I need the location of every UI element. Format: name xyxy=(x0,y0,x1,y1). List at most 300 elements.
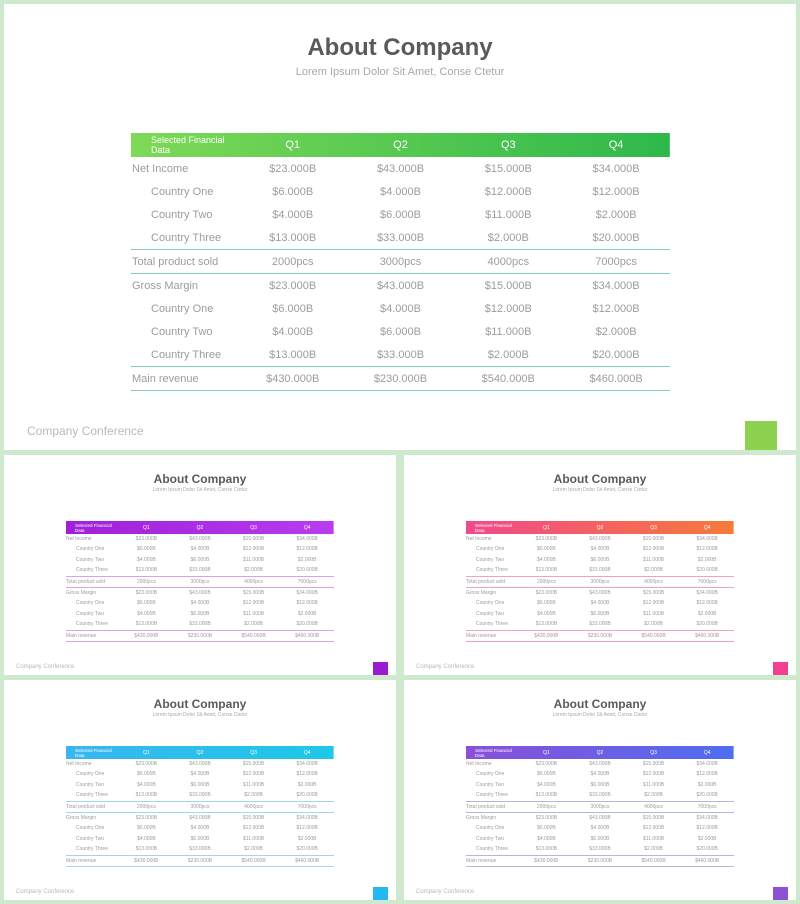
cell-q3: $540.000B xyxy=(641,857,666,864)
table-row xyxy=(466,619,734,630)
cell-q3: $540.000B xyxy=(241,632,266,639)
cell-q1: 2000pcs xyxy=(536,803,556,810)
cell-q1: 2000pcs xyxy=(536,578,556,585)
cell-q4: $20.000B xyxy=(696,792,718,799)
cell-q4: $12.000B xyxy=(592,302,640,315)
slide-subtitle: Lorem Ipsum Dolor Sit Amet, Conse Ctetur xyxy=(552,712,648,718)
cell-q4: $12.000B xyxy=(696,600,718,607)
slide-green[interactable] xyxy=(4,4,796,450)
row-label: Gross Margin xyxy=(132,279,199,292)
cell-q2: $230.000B xyxy=(187,632,213,639)
cell-q2: $4.000B xyxy=(380,185,421,198)
cell-q2: $43.000B xyxy=(589,590,611,597)
table-row xyxy=(66,534,334,544)
cell-q2: $33.000B xyxy=(189,792,211,799)
row-label: Country Three xyxy=(476,621,508,628)
cell-q3: $11.000B xyxy=(485,325,532,338)
cell-q4: $2.000B xyxy=(297,556,317,563)
cell-q3: $2.000B xyxy=(644,567,663,574)
cell-q3: $15.000B xyxy=(242,761,265,767)
table-header-q2: Q2 xyxy=(196,749,204,756)
cell-q2: $43.000B xyxy=(189,536,211,542)
cell-q3: 4000pcs xyxy=(644,578,664,585)
cell-q4: $12.000B xyxy=(296,771,318,778)
row-label: Country One xyxy=(151,302,214,315)
corner-accent-square xyxy=(745,421,777,450)
slide-footer: Company Conference xyxy=(416,664,475,670)
table-row xyxy=(466,813,734,824)
cell-q1: $430.000B xyxy=(134,857,159,864)
table-row xyxy=(466,588,734,599)
cell-q1: $23.000B xyxy=(535,536,558,542)
row-label: Country One xyxy=(76,546,105,553)
table-header-q2: Q2 xyxy=(596,524,604,531)
cell-q2: $43.000B xyxy=(189,761,211,767)
row-label: Gross Margin xyxy=(466,590,497,597)
cell-q2: $43.000B xyxy=(589,761,611,767)
cell-q3: $12.000B xyxy=(484,302,532,315)
cell-q4: $34.000B xyxy=(296,590,318,597)
cell-q2: 3000pcs xyxy=(190,803,210,810)
table-row xyxy=(466,544,734,554)
cell-q4: $34.000B xyxy=(296,761,318,767)
slide-footer: Company Conference xyxy=(16,889,75,895)
cell-q4: $34.000B xyxy=(592,162,640,175)
row-label: Country Two xyxy=(151,325,213,338)
cell-q4: $20.000B xyxy=(296,846,318,853)
cell-q2: $4.000B xyxy=(190,600,210,607)
row-label: Country Two xyxy=(476,556,504,563)
cell-q4: $34.000B xyxy=(696,815,718,822)
cell-q3: $12.000B xyxy=(242,825,265,832)
cell-q3: $11.000B xyxy=(243,610,265,617)
cell-q2: $230.000B xyxy=(373,372,428,385)
table-row xyxy=(466,565,734,576)
cell-q4: $12.000B xyxy=(296,546,318,553)
slide-purple[interactable] xyxy=(4,455,396,675)
table-header-label: Selected Financial Data xyxy=(475,522,512,533)
cell-q2: $33.000B xyxy=(589,792,611,799)
cell-q2: $43.000B xyxy=(376,279,425,292)
cell-q3: $11.000B xyxy=(643,835,665,842)
row-label: Country Two xyxy=(76,781,104,788)
cell-q2: $6.000B xyxy=(590,610,610,617)
table-row xyxy=(66,834,334,844)
cell-q3: $11.000B xyxy=(643,556,665,563)
cell-q2: $43.000B xyxy=(589,536,611,542)
cell-q4: $2.000B xyxy=(297,835,317,842)
cell-q3: $11.000B xyxy=(243,835,265,842)
cell-q4: $34.000B xyxy=(696,761,718,767)
cell-q4: $20.000B xyxy=(296,792,318,799)
cell-q3: $12.000B xyxy=(642,825,665,832)
cell-q4: $460.000B xyxy=(695,857,720,864)
row-label: Total product sold xyxy=(132,255,219,268)
row-label: Gross Margin xyxy=(66,815,97,822)
cell-q3: $15.000B xyxy=(642,590,665,597)
cell-q1: $430.000B xyxy=(134,632,159,639)
cell-q1: $13.000B xyxy=(269,348,317,361)
table-row xyxy=(466,630,734,641)
slide-subtitle: Lorem Ipsum Dolor Sit Amet, Conse Ctetur xyxy=(552,487,648,493)
slide-cyan[interactable] xyxy=(4,680,396,900)
cell-q1: $6.000B xyxy=(137,600,156,607)
table-header-row xyxy=(66,521,334,534)
row-label: Country One xyxy=(76,600,105,607)
cell-q3: 4000pcs xyxy=(644,803,664,810)
financial-table xyxy=(466,746,734,867)
slide-title: About Company xyxy=(153,472,247,486)
cell-q2: $4.000B xyxy=(190,771,210,778)
row-label: Net Income xyxy=(466,761,492,767)
cell-q3: $12.000B xyxy=(242,600,265,607)
table-header-q4: Q4 xyxy=(303,749,311,756)
row-label: Country Two xyxy=(76,556,104,563)
financial-table xyxy=(131,133,670,391)
cell-q2: $6.000B xyxy=(590,835,610,842)
row-label: Country Two xyxy=(476,781,504,788)
cell-q1: $4.000B xyxy=(537,610,556,617)
table-header-q1: Q1 xyxy=(285,139,301,151)
table-row xyxy=(466,576,734,587)
cell-q1: $13.000B xyxy=(535,792,558,799)
table-row xyxy=(466,555,734,565)
cell-q4: 7000pcs xyxy=(297,803,317,810)
table-row xyxy=(466,844,734,855)
table-row xyxy=(131,203,670,226)
cell-q1: $430.000B xyxy=(534,632,559,639)
cell-q2: $43.000B xyxy=(189,815,211,822)
row-label: Main revenue xyxy=(132,372,199,385)
row-label: Country Three xyxy=(476,567,508,574)
cell-q1: $23.000B xyxy=(135,590,158,597)
cell-q3: $12.000B xyxy=(242,546,265,553)
table-row xyxy=(66,609,334,619)
row-label: Country Three xyxy=(151,348,222,361)
table-row xyxy=(466,790,734,801)
cell-q1: $13.000B xyxy=(135,567,158,574)
cell-q1: $6.000B xyxy=(537,600,556,607)
cell-q1: $4.000B xyxy=(537,781,556,788)
table-row xyxy=(466,823,734,833)
cell-q1: $23.000B xyxy=(135,536,158,542)
table-row xyxy=(66,813,334,824)
table-row xyxy=(466,534,734,544)
cell-q4: $20.000B xyxy=(296,621,318,628)
cell-q2: $33.000B xyxy=(376,348,425,361)
cell-q3: $540.000B xyxy=(241,857,266,864)
table-header-q4: Q4 xyxy=(608,139,624,151)
table-header-q3: Q3 xyxy=(250,749,257,756)
cell-q2: $6.000B xyxy=(190,835,210,842)
table-header-q4: Q4 xyxy=(703,749,711,756)
corner-accent-square xyxy=(373,662,388,675)
slide-footer: Company Conference xyxy=(27,424,144,438)
row-label: Net Income xyxy=(66,761,92,767)
row-label: Country Three xyxy=(76,567,108,574)
cell-q2: $43.000B xyxy=(376,162,425,175)
cell-q4: $34.000B xyxy=(592,279,640,292)
row-label: Country One xyxy=(76,771,105,778)
cell-q4: $12.000B xyxy=(696,771,718,778)
cell-q1: $23.000B xyxy=(535,761,558,767)
cell-q1: $4.000B xyxy=(272,208,314,221)
row-label: Country One xyxy=(476,600,505,607)
cell-q3: $540.000B xyxy=(641,632,666,639)
cell-q3: $11.000B xyxy=(485,208,532,221)
row-label: Total product sold xyxy=(66,578,106,585)
cell-q1: $6.000B xyxy=(537,546,556,553)
cell-q4: $2.000B xyxy=(697,781,717,788)
cell-q3: $11.000B xyxy=(643,610,665,617)
cell-q4: $12.000B xyxy=(696,825,718,832)
cell-q3: $15.000B xyxy=(242,536,265,542)
table-row xyxy=(466,855,734,866)
cell-q4: 7000pcs xyxy=(697,578,717,585)
cell-q2: $33.000B xyxy=(376,231,425,244)
row-label: Country Three xyxy=(76,621,108,628)
corner-accent-square xyxy=(773,887,788,900)
cell-q3: $11.000B xyxy=(243,556,265,563)
table-header-q2: Q2 xyxy=(196,524,204,531)
cell-q1: $6.000B xyxy=(537,825,556,832)
slide-pink[interactable] xyxy=(404,455,796,675)
cell-q1: $4.000B xyxy=(137,781,156,788)
cell-q3: $15.000B xyxy=(642,815,665,822)
cell-q2: $4.000B xyxy=(590,546,610,553)
cell-q3: $15.000B xyxy=(242,590,265,597)
table-row xyxy=(131,250,670,274)
cell-q3: $2.000B xyxy=(644,846,663,853)
table-header-row xyxy=(466,521,734,534)
cell-q3: $2.000B xyxy=(487,231,529,244)
cell-q3: 4000pcs xyxy=(244,578,264,585)
table-header-label: Selected Financial Data xyxy=(151,135,225,155)
table-row xyxy=(466,769,734,779)
cell-q4: $20.000B xyxy=(592,348,640,361)
table-row xyxy=(466,759,734,769)
cell-q2: $230.000B xyxy=(187,857,213,864)
cell-q3: $2.000B xyxy=(644,792,663,799)
cell-q2: $4.000B xyxy=(590,600,610,607)
table-row xyxy=(466,834,734,844)
cell-q2: $4.000B xyxy=(590,825,610,832)
financial-table xyxy=(66,746,334,867)
cell-q4: $20.000B xyxy=(696,567,718,574)
cell-q2: $33.000B xyxy=(589,567,611,574)
cell-q3: 4000pcs xyxy=(244,803,264,810)
cell-q1: $4.000B xyxy=(537,835,556,842)
cell-q1: $23.000B xyxy=(135,761,158,767)
row-label: Main revenue xyxy=(66,857,97,864)
table-header-q1: Q1 xyxy=(543,749,550,756)
cell-q4: $20.000B xyxy=(696,621,718,628)
cell-q1: $6.000B xyxy=(137,825,156,832)
row-label: Net Income xyxy=(132,162,189,175)
cell-q4: $12.000B xyxy=(296,600,318,607)
cell-q3: $12.000B xyxy=(484,185,532,198)
cell-q3: $15.000B xyxy=(642,536,665,542)
table-row xyxy=(131,274,670,298)
table-row xyxy=(131,180,670,203)
cell-q3: $12.000B xyxy=(642,600,665,607)
cell-q2: $4.000B xyxy=(190,825,210,832)
cell-q3: $15.000B xyxy=(484,162,532,175)
row-label: Country Two xyxy=(476,835,504,842)
table-header-q3: Q3 xyxy=(650,524,657,531)
cell-q1: $13.000B xyxy=(135,621,158,628)
cell-q2: $230.000B xyxy=(587,857,613,864)
table-row xyxy=(66,801,334,812)
cell-q1: $6.000B xyxy=(272,185,314,198)
cell-q2: $33.000B xyxy=(589,621,611,628)
cell-q4: $20.000B xyxy=(296,567,318,574)
cell-q1: $23.000B xyxy=(535,815,558,822)
row-label: Country Three xyxy=(151,231,222,244)
table-header-row xyxy=(66,746,334,759)
cell-q2: 3000pcs xyxy=(379,255,422,268)
table-row xyxy=(66,844,334,855)
table-row xyxy=(66,790,334,801)
table-header-q3: Q3 xyxy=(650,749,657,756)
cell-q1: $13.000B xyxy=(135,846,158,853)
row-label: Country Three xyxy=(76,846,108,853)
slide-subtitle: Lorem Ipsum Dolor Sit Amet, Conse Ctetur xyxy=(295,66,505,78)
slide-violet[interactable] xyxy=(404,680,796,900)
row-label: Total product sold xyxy=(466,578,506,585)
row-label: Country Three xyxy=(476,792,508,799)
slide-title: About Company xyxy=(153,697,247,711)
cell-q3: $2.000B xyxy=(244,792,263,799)
corner-accent-square xyxy=(773,662,788,675)
cell-q4: $20.000B xyxy=(592,231,640,244)
row-label: Country Two xyxy=(151,208,213,221)
row-label: Country Two xyxy=(76,610,104,617)
cell-q2: $6.000B xyxy=(380,325,421,338)
table-header-q3: Q3 xyxy=(500,139,516,151)
table-row xyxy=(66,565,334,576)
cell-q1: 2000pcs xyxy=(271,255,314,268)
table-header-q1: Q1 xyxy=(143,524,150,531)
cell-q1: $430.000B xyxy=(534,857,559,864)
cell-q3: $540.000B xyxy=(481,372,535,385)
row-label: Country Two xyxy=(76,835,104,842)
cell-q3: $2.000B xyxy=(244,621,263,628)
cell-q3: $2.000B xyxy=(644,621,663,628)
cell-q4: 7000pcs xyxy=(297,578,317,585)
cell-q2: $6.000B xyxy=(380,208,421,221)
table-row xyxy=(131,226,670,250)
table-row xyxy=(66,769,334,779)
row-label: Main revenue xyxy=(466,632,497,639)
table-row xyxy=(66,576,334,587)
row-label: Net Income xyxy=(66,536,92,542)
cell-q2: $33.000B xyxy=(589,846,611,853)
table-row xyxy=(131,297,670,320)
slide-footer: Company Conference xyxy=(416,889,475,895)
cell-q2: 3000pcs xyxy=(590,803,610,810)
table-header-q3: Q3 xyxy=(250,524,257,531)
cell-q2: $6.000B xyxy=(190,610,210,617)
table-row xyxy=(66,823,334,833)
table-row xyxy=(66,588,334,599)
cell-q4: $34.000B xyxy=(296,815,318,822)
table-row xyxy=(131,320,670,343)
table-row xyxy=(131,157,670,180)
table-header-label: Selected Financial Data xyxy=(475,747,512,758)
cell-q1: $6.000B xyxy=(137,546,156,553)
cell-q4: $34.000B xyxy=(696,590,718,597)
cell-q1: $6.000B xyxy=(137,771,156,778)
table-header-q1: Q1 xyxy=(543,524,550,531)
row-label: Country One xyxy=(476,771,505,778)
cell-q3: $12.000B xyxy=(642,771,665,778)
cell-q4: $460.000B xyxy=(695,632,720,639)
table-row xyxy=(66,630,334,641)
row-label: Main revenue xyxy=(66,632,97,639)
cell-q3: $15.000B xyxy=(242,815,265,822)
row-label: Net Income xyxy=(466,536,492,542)
cell-q2: $4.000B xyxy=(590,771,610,778)
cell-q1: $23.000B xyxy=(269,279,317,292)
cell-q1: $4.000B xyxy=(137,556,156,563)
cell-q4: $2.000B xyxy=(297,781,317,788)
slide-subtitle: Lorem Ipsum Dolor Sit Amet, Conse Ctetur xyxy=(152,712,248,718)
cell-q4: $2.000B xyxy=(697,835,717,842)
row-label: Gross Margin xyxy=(466,815,497,822)
table-row xyxy=(66,544,334,554)
slide-footer: Company Conference xyxy=(16,664,75,670)
table-header-q2: Q2 xyxy=(393,139,408,151)
table-header-label: Selected Financial Data xyxy=(75,747,112,758)
cell-q2: 3000pcs xyxy=(190,578,210,585)
row-label: Country Three xyxy=(76,792,108,799)
row-label: Country One xyxy=(76,825,105,832)
table-row xyxy=(66,855,334,866)
row-label: Total product sold xyxy=(66,803,106,810)
cell-q4: $2.000B xyxy=(297,610,317,617)
cell-q1: $13.000B xyxy=(535,567,558,574)
cell-q3: $11.000B xyxy=(243,781,265,788)
cell-q3: $12.000B xyxy=(242,771,265,778)
cell-q4: $460.000B xyxy=(295,857,320,864)
table-row xyxy=(131,367,670,391)
cell-q2: $43.000B xyxy=(189,590,211,597)
cell-q4: $12.000B xyxy=(696,546,718,553)
cell-q4: $2.000B xyxy=(595,325,637,338)
cell-q1: 2000pcs xyxy=(136,578,156,585)
cell-q1: $6.000B xyxy=(272,302,314,315)
cell-q1: $430.000B xyxy=(266,372,320,385)
table-header-q2: Q2 xyxy=(596,749,604,756)
cell-q1: $13.000B xyxy=(135,792,158,799)
cell-q2: $43.000B xyxy=(589,815,611,822)
cell-q4: 7000pcs xyxy=(697,803,717,810)
cell-q4: $20.000B xyxy=(696,846,718,853)
row-label: Country Two xyxy=(476,610,504,617)
table-row xyxy=(466,598,734,608)
table-row xyxy=(466,801,734,812)
cell-q2: $6.000B xyxy=(590,556,610,563)
corner-accent-square xyxy=(373,887,388,900)
table-header-q1: Q1 xyxy=(143,749,150,756)
cell-q4: $2.000B xyxy=(697,610,717,617)
cell-q4: $2.000B xyxy=(697,556,717,563)
table-row xyxy=(66,780,334,790)
cell-q4: $460.000B xyxy=(295,632,320,639)
cell-q2: $33.000B xyxy=(189,621,211,628)
cell-q3: $15.000B xyxy=(642,761,665,767)
